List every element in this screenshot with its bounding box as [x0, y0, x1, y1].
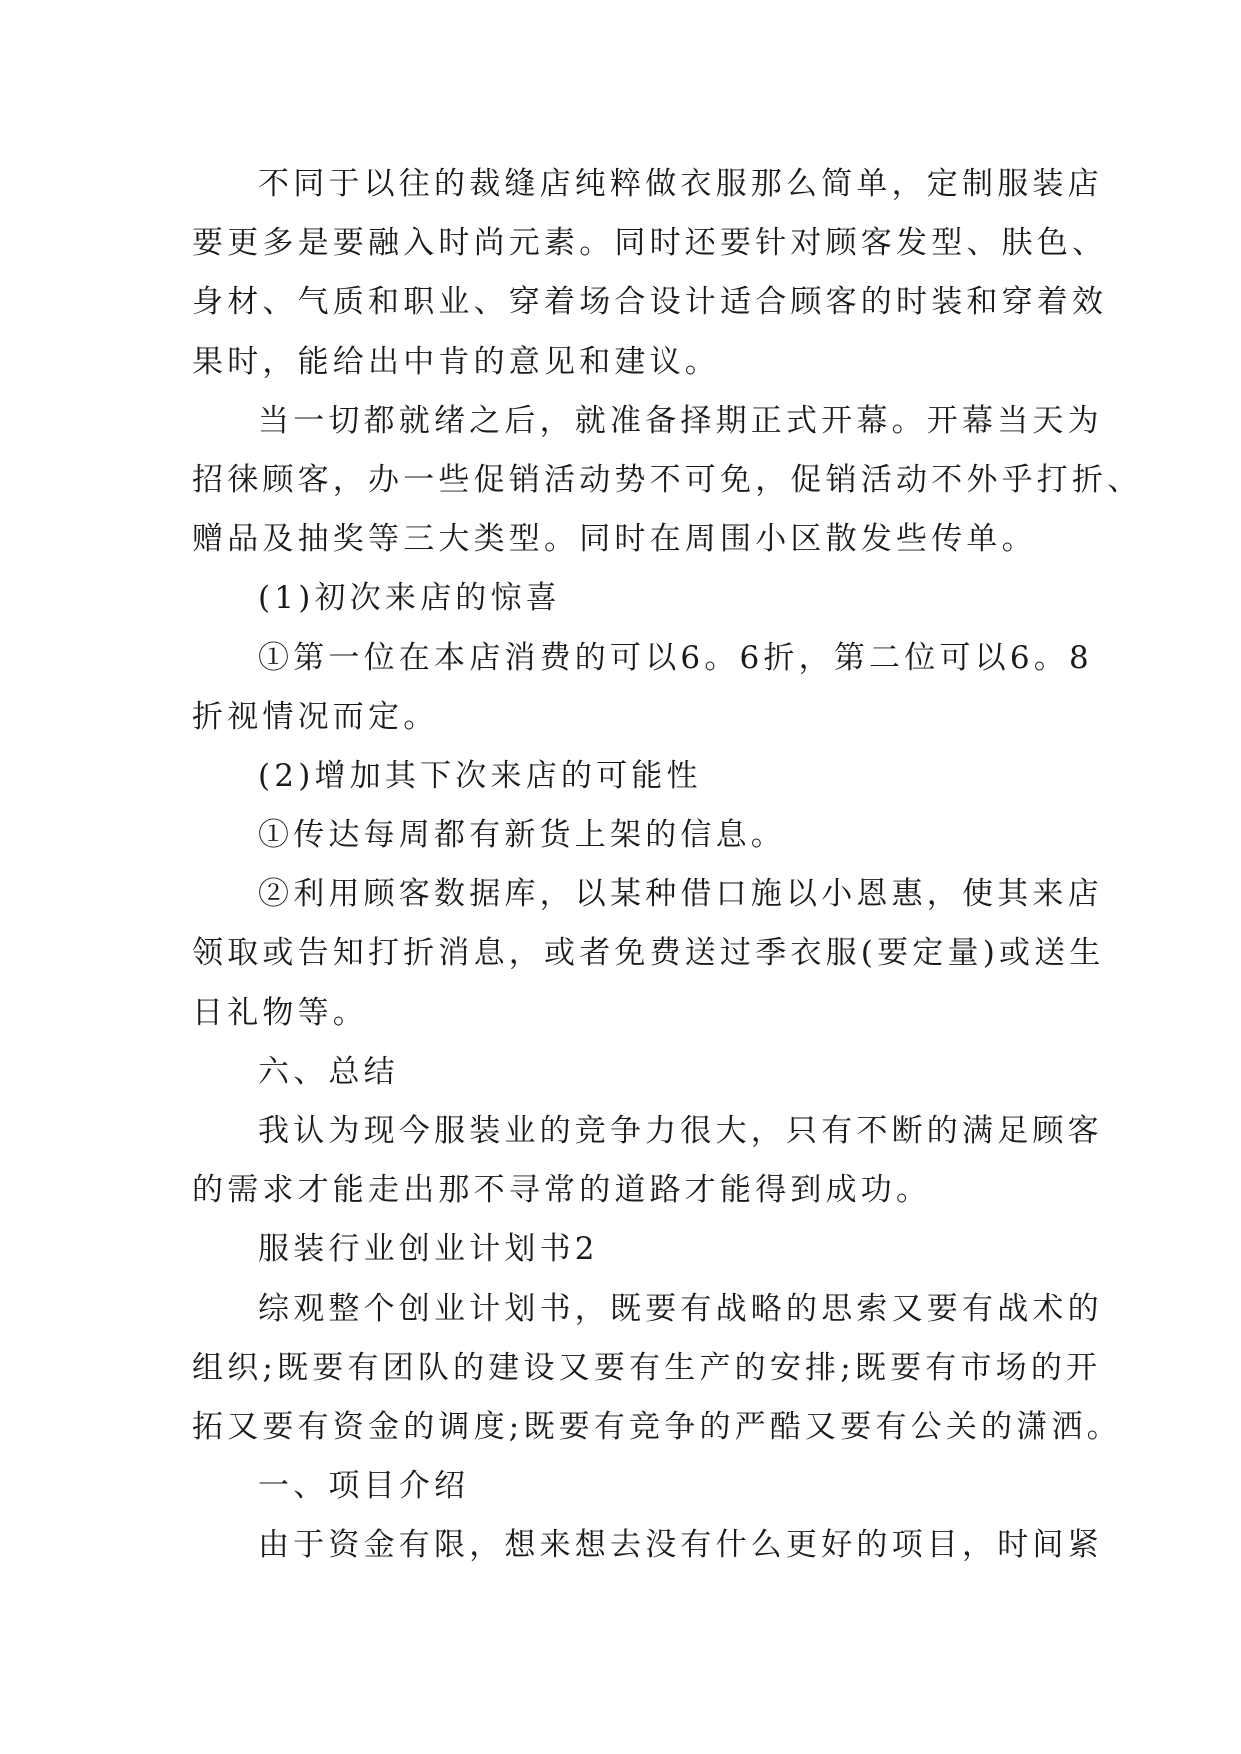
text-line: 拓又要有资金的调度;既要有竞争的严酷又要有公关的潇洒。: [192, 1408, 1122, 1445]
text-line: 的需求才能走出那不寻常的道路才能得到成功。: [192, 1172, 932, 1209]
text-line: ①传达每周都有新货上架的信息。: [258, 817, 786, 854]
text-line: (1)初次来店的惊喜: [258, 580, 561, 617]
section-heading: 六、总结: [258, 1053, 399, 1090]
text-line: 身材、气质和职业、穿着场合设计适合顾客的时装和穿着效: [192, 284, 1108, 321]
text-line: 招徕顾客，办一些促销活动势不可免，促销活动不外乎打折、: [192, 461, 1143, 498]
text-line: 领取或告知打折消息，或者免费送过季衣服(要定量)或送生: [192, 935, 1105, 972]
text-line: 折视情况而定。: [192, 698, 439, 735]
text-line: 赠品及抽奖等三大类型。同时在周围小区散发些传单。: [192, 521, 1037, 558]
text-line: 不同于以往的裁缝店纯粹做衣服那么简单，定制服装店: [258, 166, 1103, 202]
text-line: 组织;既要有团队的建设又要有生产的安排;既要有市场的开: [192, 1349, 1102, 1386]
document-title: 服装行业创业计划书2: [258, 1231, 599, 1268]
section-heading: 一、项目介绍: [258, 1468, 470, 1505]
text-line: 我认为现今服装业的竞争力很大，只有不断的满足顾客: [258, 1113, 1103, 1149]
text-line: (2)增加其下次来店的可能性: [258, 757, 702, 794]
text-line: 要更多是要融入时尚元素。同时还要针对顾客发型、肤色、: [192, 225, 1108, 262]
text-line: 日礼物等。: [192, 994, 368, 1031]
text-line: 当一切都就绪之后，就准备择期正式开幕。开幕当天为: [258, 402, 1103, 439]
text-line: 综观整个创业计划书，既要有战略的思索又要有战术的: [258, 1290, 1103, 1327]
document-body: [192, 155, 1143, 1576]
text-line: ②利用顾客数据库，以某种借口施以小恩惠，使其来店: [258, 876, 1103, 913]
text-line: 由于资金有限，想来想去没有什么更好的项目，时间紧: [258, 1527, 1103, 1564]
text-line: 果时，能给出中肯的意见和建议。: [192, 343, 720, 380]
text-line: ①第一位在本店消费的可以6。6折，第二位可以6。8: [258, 639, 1093, 676]
